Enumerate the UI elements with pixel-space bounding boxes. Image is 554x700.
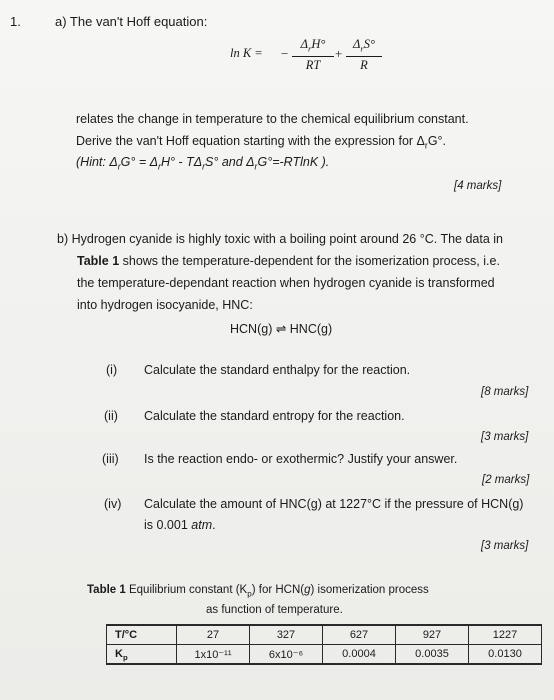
equation-numerator-enthalpy: $\Delta_rH^\circ$: [300, 37, 326, 54]
part-a-hint: (Hint: $\Delta_rG^\circ = \Delta_rH^\circ - T\Delta_rS^\circ$ and $\Delta_rG^\circ=$-RTlnK ).: [76, 155, 330, 172]
subpart-marks: [3 marks]: [481, 431, 529, 443]
part-b-line1: b) Hydrogen cyanide is highly toxic with a boiling point around 26 °C. The data in: [57, 232, 504, 246]
subpart-text: Calculate the standard entropy for the reaction.: [144, 409, 405, 423]
part-b-line3: the temperature-dependant reaction when hydrogen cyanide is transformed: [77, 276, 495, 290]
subpart-marks: [8 marks]: [481, 386, 529, 398]
equation-denominator-rt: RT: [305, 58, 321, 72]
table-cell: 927: [396, 625, 469, 645]
table-caption: Table 1 Equilibrium constant $(K_p)$ for HCN(g) isomerization process: [87, 584, 429, 599]
part-b-line2: Table 1 shows the temperature-dependent for the isomerization process, i.e.: [77, 254, 500, 268]
table-row: [107, 645, 542, 665]
table-cell: 6x10⁻⁶: [250, 645, 323, 665]
table-cell: 0.0130: [469, 645, 542, 665]
part-a-line2: Derive the van't Hoff equation starting with the expression for $\Delta_rG^\circ$.: [76, 134, 447, 151]
equation-numerator-entropy: $\Delta_rS^\circ$: [353, 37, 375, 54]
reaction-equation: HCN(g) ⇌ HNC(g): [230, 322, 333, 336]
table-row: [107, 625, 542, 645]
equation-denominator-r: R: [360, 58, 368, 72]
part-b-line4: into hydrogen isocyanide, HNC:: [77, 298, 253, 312]
part-a-heading: a) The van't Hoff equation:: [55, 14, 208, 29]
table-cell: 0.0035: [396, 645, 469, 665]
equilibrium-table: [106, 624, 542, 665]
subpart-marks: [2 marks]: [482, 474, 530, 486]
table-caption-line2: as function of temperature.: [206, 604, 343, 616]
subpart-marks: [3 marks]: [481, 540, 529, 552]
question-number: 1.: [10, 14, 21, 29]
table-cell: 1x10⁻¹¹: [177, 645, 250, 665]
table-1-reference: Table 1: [77, 254, 120, 268]
subpart-number: (iii): [102, 452, 119, 466]
subpart-text: Calculate the standard enthalpy for the reaction.: [144, 363, 411, 377]
fraction-bar: [346, 56, 382, 57]
table-cell: 0.0004: [323, 645, 396, 665]
subpart-number: (ii): [104, 409, 118, 423]
table-cell: 627: [323, 625, 396, 645]
subpart-text: Calculate the amount of HNC(g) at 1227°C if the pressure of HCN(g): [144, 497, 524, 511]
part-a-marks: [4 marks]: [454, 180, 502, 192]
table-cell: 27: [177, 625, 250, 645]
subpart-number: (i): [106, 363, 118, 377]
subpart-text: Is the reaction endo- or exothermic? Justify your answer.: [144, 452, 458, 466]
table-header-kp: $K_p$: [107, 645, 177, 665]
fraction-bar: [292, 56, 334, 57]
table-cell: 327: [250, 625, 323, 645]
equation-lhs: ln K =: [230, 46, 263, 60]
table-cell: 1227: [469, 625, 542, 645]
part-a-line1: relates the change in temperature to the chemical equilibrium constant.: [76, 112, 469, 126]
table-header-temperature: T/°C: [107, 625, 177, 645]
equation-plus: +: [335, 46, 343, 61]
subpart-text-line2: is 0.001 atm.: [144, 518, 216, 532]
subpart-number: (iv): [104, 497, 122, 511]
equation-minus: −: [281, 46, 289, 61]
